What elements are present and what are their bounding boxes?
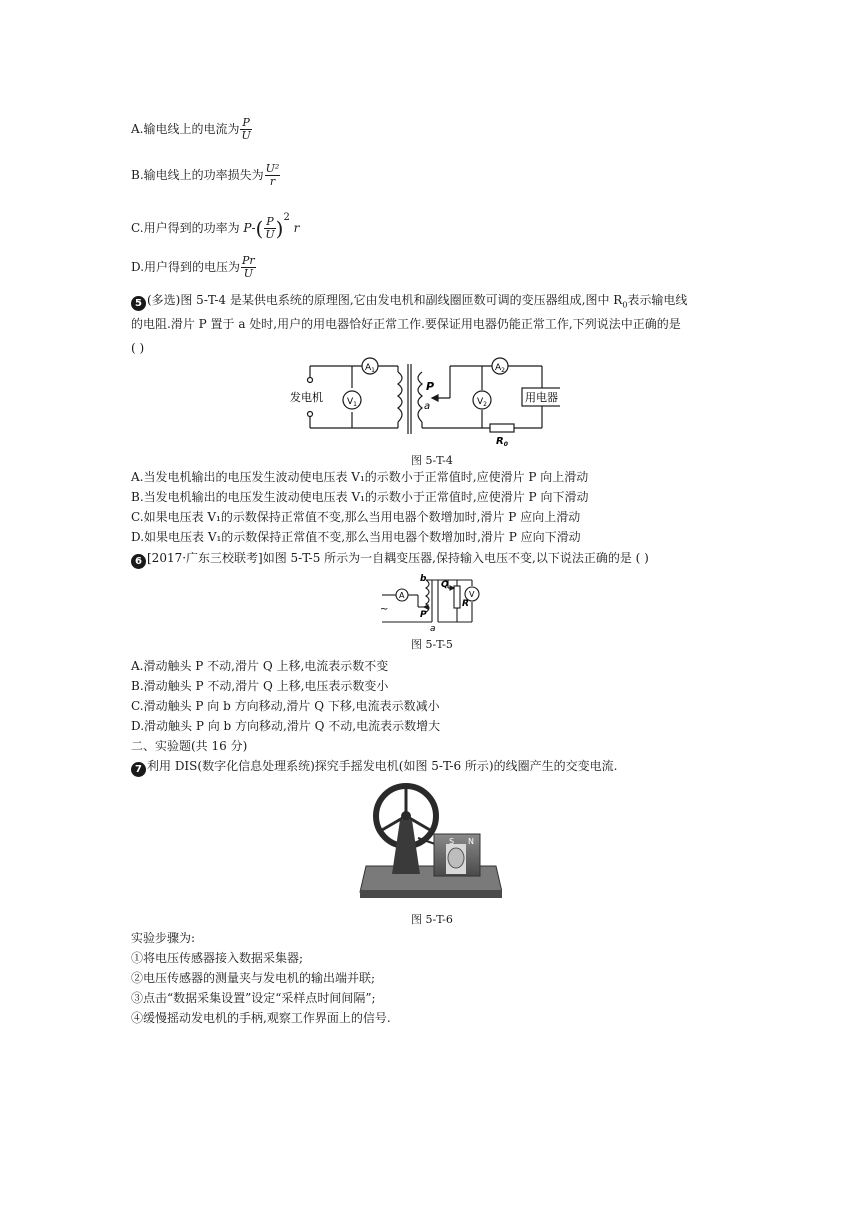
q4-option-a: A.输电线上的电流为 $\frac{P}{U}$ bbox=[131, 116, 251, 142]
q6-option-b: B.滑动触头 P 不动,滑片 Q 上移,电压表示数变小 bbox=[131, 679, 389, 693]
steps-title: 实验步骤为: bbox=[131, 931, 196, 945]
voltmeter-label: V bbox=[469, 590, 475, 599]
figure-caption: 图 5-T-6 bbox=[411, 913, 453, 926]
resistor-r-label: R bbox=[462, 599, 469, 609]
q7-stem: 7 利用 DIS(数字化信息处理系统)探究手摇发电机(如图 5-T-6 所示)的线圈产生的交变电流. bbox=[131, 756, 617, 777]
slider-q-label: Q bbox=[441, 580, 449, 590]
q5-stem-line1: 5 (多选)图 5-T-4 是某供电系统的原理图,它由发电机和副线圈匝数可调的变压器组成,图中 $R_0$表示输电线 bbox=[131, 290, 687, 315]
q6-option-d: D.滑动触头 P 向 b 方向移动,滑片 Q 不动,电流表示数增大 bbox=[131, 719, 441, 733]
q5-option-a: A.当发电机输出的电压发生波动使电压表 V₁的示数小于正常值时,应使滑片 P 向上滑动 bbox=[131, 470, 589, 484]
fraction: $\frac{P}{U}$ bbox=[241, 116, 251, 142]
q4-option-d: D.用户得到的电压为 $\frac{Pr}{U}$ bbox=[131, 254, 255, 280]
hand-crank-generator-photo bbox=[356, 778, 502, 902]
autotransformer-diagram bbox=[378, 572, 488, 632]
figure-caption: 图 5-T-5 bbox=[411, 638, 453, 651]
q4-option-b: B.输电线上的功率损失为 $\frac{\text{U²}}{r}$ bbox=[131, 162, 280, 188]
voltmeter-v2-label: $V_2$ bbox=[477, 397, 487, 408]
q5-option-b: B.当发电机输出的电压发生波动使电压表 V₁的示数小于正常值时,应使滑片 P 向下滑动 bbox=[131, 490, 589, 504]
point-b-label: b bbox=[420, 574, 427, 584]
resistor-r0-label: $R_0$ bbox=[496, 436, 508, 448]
fraction: $\frac{\text{U²}}{r}$ bbox=[265, 162, 280, 188]
fraction: $\frac{Pr}{U}$ bbox=[242, 254, 255, 280]
q5-option-c: C.如果电压表 V₁的示数保持正常值不变,那么当用电器个数增加时,滑片 P 应向上滑动 bbox=[131, 510, 581, 524]
question-number: 5 bbox=[131, 296, 146, 311]
appliance-label: 用电器 bbox=[525, 391, 558, 404]
ammeter-label: A bbox=[399, 591, 405, 600]
step-3: ③点击“数据采集设置”设定“采样点时间间隔”; bbox=[131, 991, 376, 1005]
figure-caption: 图 5-T-4 bbox=[411, 454, 453, 467]
question-number: 7 bbox=[131, 762, 146, 777]
slider-p-label: P bbox=[426, 380, 435, 393]
ammeter-a1-label: $A_1$ bbox=[365, 363, 375, 374]
magnet-n-label: N bbox=[468, 837, 474, 846]
slider-p-label: P bbox=[420, 610, 427, 620]
voltmeter-v1-label: $V_1$ bbox=[347, 397, 357, 408]
ammeter-a2-label: $A_2$ bbox=[495, 363, 505, 374]
step-1: ①将电压传感器接入数据采集器; bbox=[131, 951, 304, 965]
magnet-s-label: S bbox=[449, 837, 455, 846]
q5-option-d: D.如果电压表 V₁的示数保持正常值不变,那么当用电器个数增加时,滑片 P 应向下滑动 bbox=[131, 530, 581, 544]
ac-source-label: ~ bbox=[380, 604, 389, 615]
step-2: ②电压传感器的测量夹与发电机的输出端并联; bbox=[131, 971, 376, 985]
q4-option-c: C.用户得到的功率为 P-( $\frac{P}{U}$ )$^2$ r bbox=[131, 212, 300, 241]
q6-option-a: A.滑动触头 P 不动,滑片 Q 上移,电流表示数不变 bbox=[131, 659, 389, 673]
q6-stem: 6 [2017·广东三校联考]如图 5-T-5 所示为一自耦变压器,保持输入电压不变,以下说法正确的是 ( ) bbox=[131, 548, 649, 569]
question-number: 6 bbox=[131, 554, 146, 569]
point-a-label: a bbox=[424, 401, 431, 412]
q6-option-c: C.滑动触头 P 向 b 方向移动,滑片 Q 下移,电流表示数减小 bbox=[131, 699, 440, 713]
step-4: ④缓慢摇动发电机的手柄,观察工作界面上的信号. bbox=[131, 1011, 391, 1025]
transformer-circuit-diagram bbox=[290, 352, 560, 448]
q5-stem-line3: ( ) bbox=[131, 341, 145, 355]
fraction: $\frac{P}{U}$ bbox=[265, 215, 275, 241]
section-heading: 二、实验题(共 16 分) bbox=[131, 739, 248, 753]
q5-stem-line2: 的电阻.滑片 P 置于 a 处时,用户的用电器恰好正常工作.要保证用电器仍能正常工作,下列说法中正确的是 bbox=[131, 317, 681, 331]
point-a-label: a bbox=[430, 624, 436, 632]
generator-label: 发电机 bbox=[290, 391, 323, 404]
